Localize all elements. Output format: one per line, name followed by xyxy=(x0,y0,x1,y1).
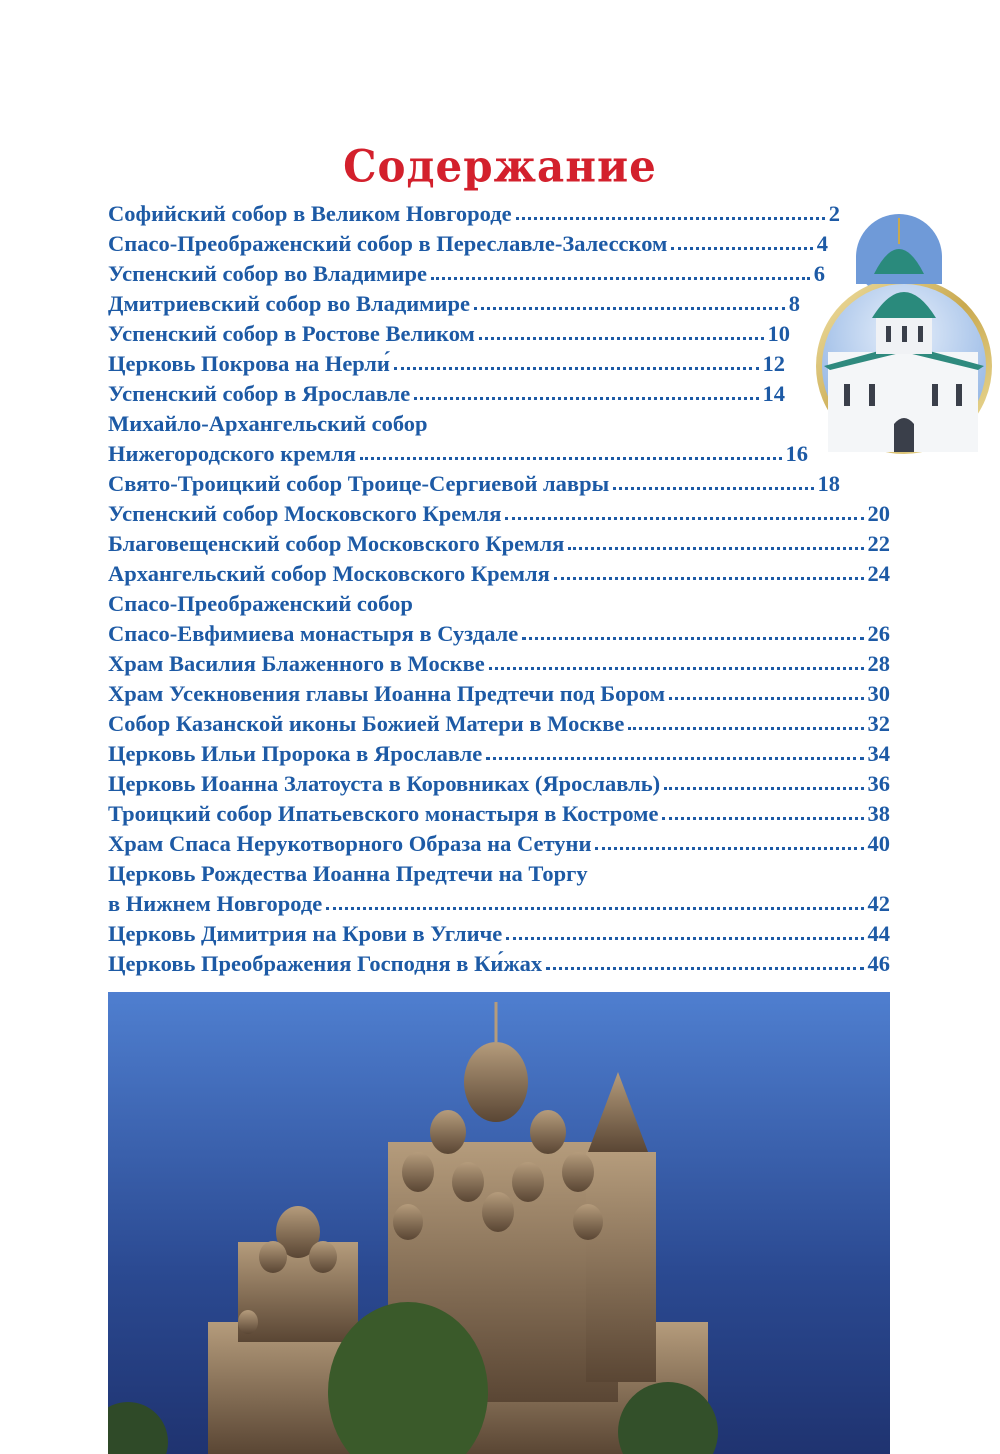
toc-entry-title: Михайло-Архангельский собор xyxy=(108,411,428,436)
toc-entry[interactable] xyxy=(108,859,890,889)
toc-page-number: 44 xyxy=(867,921,890,946)
dot-leader xyxy=(489,667,864,670)
toc-entry-title: Дмитриевский собор во Владимире xyxy=(108,291,470,316)
dot-leader xyxy=(662,817,863,820)
toc-entry[interactable] xyxy=(108,709,890,739)
toc-entry-title: Спасо-Преображенский собор xyxy=(108,591,413,616)
toc-page-number: 32 xyxy=(867,711,890,736)
toc-page-number: 38 xyxy=(867,801,890,826)
dot-leader xyxy=(554,577,864,580)
dot-leader xyxy=(474,307,785,310)
toc-entry[interactable] xyxy=(108,769,890,799)
toc-page-number: 10 xyxy=(767,321,790,346)
toc-page-number: 6 xyxy=(813,261,825,286)
dot-leader xyxy=(394,367,759,370)
dot-leader xyxy=(326,907,863,910)
toc-entry-title: в Нижнем Новгороде xyxy=(108,891,323,916)
toc-entry-title: Храм Василия Блаженного в Москве xyxy=(108,651,485,676)
toc-entry[interactable] xyxy=(108,559,890,589)
dot-leader xyxy=(671,247,812,250)
toc-entry[interactable] xyxy=(108,289,800,319)
toc-entry[interactable] xyxy=(108,919,890,949)
toc-page-number: 24 xyxy=(867,561,890,586)
toc-entry-title: Успенский собор в Ярославле xyxy=(108,381,411,406)
toc-page-number: 14 xyxy=(762,381,785,406)
dot-leader xyxy=(516,217,825,220)
toc-entry-title: Софийский собор в Великом Новгороде xyxy=(108,201,512,226)
toc-entry[interactable] xyxy=(108,889,890,919)
toc-entry-title: Церковь Преображения Господня в Ки́жах xyxy=(108,951,543,976)
toc-page-number: 16 xyxy=(785,441,808,466)
toc-entry-title: Церковь Рождества Иоанна Предтечи на Торгу xyxy=(108,861,588,886)
dot-leader xyxy=(414,397,758,400)
dot-leader xyxy=(522,637,863,640)
toc-entry[interactable] xyxy=(108,259,825,289)
dot-leader xyxy=(568,547,863,550)
dot-leader xyxy=(669,697,863,700)
dot-leader xyxy=(486,757,863,760)
toc-entry[interactable] xyxy=(108,199,840,229)
toc-entry[interactable] xyxy=(108,469,840,499)
toc-page-number: 40 xyxy=(867,831,890,856)
dot-leader xyxy=(546,967,863,970)
kizhi-church-photo xyxy=(108,992,890,1454)
toc-page-number: 8 xyxy=(788,291,800,316)
toc-page-number: 28 xyxy=(867,651,890,676)
dot-leader xyxy=(479,337,764,340)
toc-entry-title: Храм Спаса Нерукотворного Образа на Сетуни xyxy=(108,831,592,856)
dot-leader xyxy=(505,517,863,520)
toc-entry[interactable] xyxy=(108,619,890,649)
dot-leader xyxy=(628,727,863,730)
toc-page-number: 26 xyxy=(867,621,890,646)
toc-entry-title: Успенский собор в Ростове Великом xyxy=(108,321,475,346)
toc-page-number: 46 xyxy=(867,951,890,976)
toc-entry-title: Благовещенский собор Московского Кремля xyxy=(108,531,565,556)
toc-page-number: 2 xyxy=(828,201,840,226)
toc-entry[interactable] xyxy=(108,649,890,679)
toc-entry-title: Спасо-Преображенский собор в Переславле-Залесском xyxy=(108,231,668,256)
toc-entry-title: Собор Казанской иконы Божией Матери в Москве xyxy=(108,711,625,736)
toc-entry-title: Церковь Димитрия на Крови в Угличе xyxy=(108,921,503,946)
toc-entry[interactable] xyxy=(108,379,785,409)
toc-entry[interactable] xyxy=(108,529,890,559)
toc-entry[interactable] xyxy=(108,439,808,469)
toc-entry[interactable] xyxy=(108,409,890,439)
toc-entry[interactable] xyxy=(108,739,890,769)
dot-leader xyxy=(431,277,810,280)
toc-page-number: 20 xyxy=(867,501,890,526)
toc-entry-title: Успенский собор во Владимире xyxy=(108,261,427,286)
toc-page-number: 22 xyxy=(867,531,890,556)
toc-page-number: 42 xyxy=(867,891,890,916)
toc-page-number: 4 xyxy=(816,231,828,256)
toc-entry-title: Нижегородского кремля xyxy=(108,441,356,466)
toc-entry-title: Храм Усекновения главы Иоанна Предтечи под Бором xyxy=(108,681,666,706)
toc-entry[interactable] xyxy=(108,229,828,259)
dot-leader xyxy=(664,787,863,790)
medallion-sky-top xyxy=(856,214,942,284)
dot-leader xyxy=(506,937,863,940)
toc-entry[interactable] xyxy=(108,829,890,859)
toc-entry-title: Троицкий собор Ипатьевского монастыря в Костроме xyxy=(108,801,659,826)
toc-entry[interactable] xyxy=(108,949,890,979)
toc-page-number: 18 xyxy=(817,471,840,496)
toc-entry[interactable] xyxy=(108,799,890,829)
toc-entry[interactable] xyxy=(108,679,890,709)
dot-leader xyxy=(595,847,863,850)
toc-page-number: 12 xyxy=(762,351,785,376)
toc-entry-title: Церковь Покрова на Нерли́ xyxy=(108,351,390,376)
toc-entry-title: Церковь Ильи Пророка в Ярославле xyxy=(108,741,483,766)
toc-entry-title: Спасо-Евфимиева монастыря в Суздале xyxy=(108,621,519,646)
toc-page-number: 30 xyxy=(867,681,890,706)
toc-entry[interactable] xyxy=(108,349,785,379)
toc-entry[interactable] xyxy=(108,589,890,619)
toc-entry-title: Успенский собор Московского Кремля xyxy=(108,501,502,526)
toc-entry[interactable] xyxy=(108,499,890,529)
toc-entry-title: Свято-Троицкий собор Троице-Сергиевой лавры xyxy=(108,471,610,496)
toc-page-number: 34 xyxy=(867,741,890,766)
page-title: Содержание xyxy=(343,140,657,193)
table-of-contents xyxy=(108,199,898,979)
dot-leader xyxy=(613,487,813,490)
toc-page-number: 36 xyxy=(867,771,890,796)
toc-entry-title: Архангельский собор Московского Кремля xyxy=(108,561,550,586)
church-medallion-illustration xyxy=(814,274,994,456)
dot-leader xyxy=(360,457,782,460)
toc-entry[interactable] xyxy=(108,319,790,349)
toc-entry-title: Церковь Иоанна Златоуста в Коровниках (Ярославль) xyxy=(108,771,661,796)
